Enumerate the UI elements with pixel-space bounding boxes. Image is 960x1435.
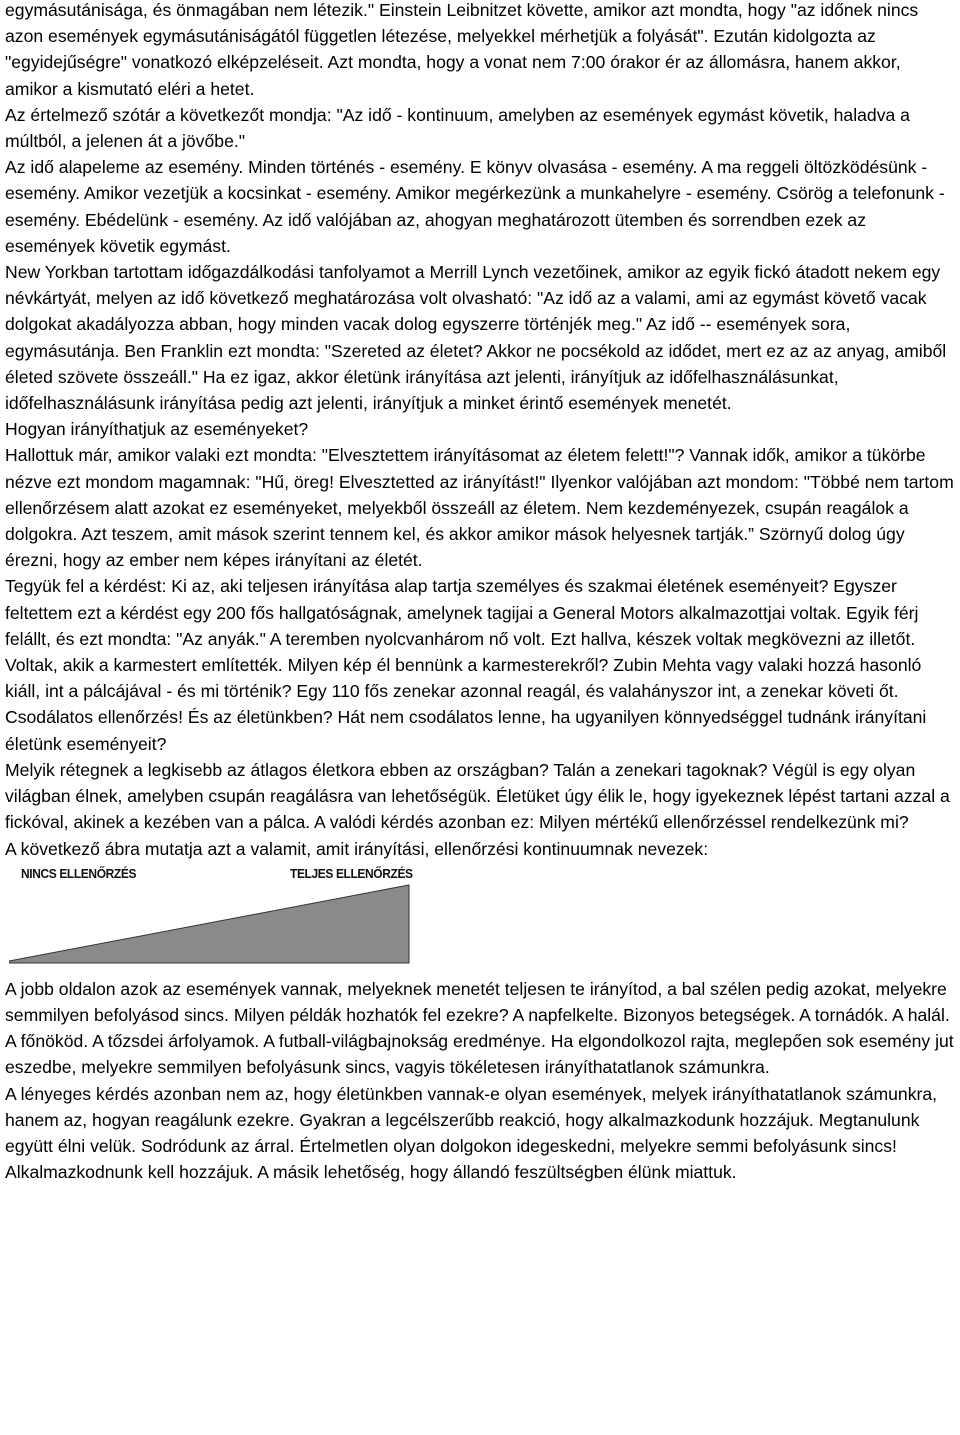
paragraph-dictionary: Az értelmező szótár a következőt mondja: "Az idő - kontinuum, amelyben az események egymást követik, haladva a múltból, a jelenen át a jövőbe." — [5, 104, 910, 152]
paragraph-event: Az idő alapeleme az esemény. Minden történés - esemény. E könyv olvasása - esemény. A ma reggeli öltözködésünk - esemény. Amikor vezetjük a kocsinkat - esemény. Amikor megérkezünk a munkahelyre - esemény. Csörög a telefonunk - esemény. Ebédelünk - esemény. Az idő valójában az, ahogyan meghatározott ütemben és sorrendben ezek az események követik egymást. — [5, 157, 945, 256]
continuum-wedge-graphic — [9, 866, 417, 969]
paragraph-figure-intro: A következő ábra mutatja azt a valamit, amit irányítási, ellenőrzési kontinuumnak nevezek: — [5, 838, 709, 859]
paragraph-examples: A jobb oldalon azok az események vannak, melyeknek menetét teljesen te irányítod, a bal szélen pedig azokat, melyekre semmilyen befolyásod sincs. Milyen példák hozhatók fel ezekre? A napfelkelte. Bizonyos betegségek. A tornádók. A halál. A főnököd. A tőzsdei árfolyamok. A futball-világbajnokság eredménye. Ha elgondolkozol rajta, meglepően sok esemény jut eszedbe, melyekre semmilyen befolyásunk sincs, vagyis tökéletesen irányíthatatlanok számunkra. — [5, 978, 954, 1078]
full-control-label: TELJES ELLENŐRZÉS — [290, 865, 413, 881]
paragraph-orchestra: Melyik rétegnek a legkisebb az átlagos életkora ebben az országban? Talán a zenekari tagoknak? Végül is egy olyan világban élnek, amelyben csupán reagálásra van lehetőségük. Életüket úgy élik le, hogy igyekeznek lépést tartani azzal a fickóval, akinek a kezében van a pálca. A valódi kérdés azonban ez: Milyen mértékű ellenőrzéssel rendelkezünk mi? — [5, 759, 950, 833]
paragraph-new-york: New Yorkban tartottam időgazdálkodási tanfolyamot a Merrill Lynch vezetőinek, amikor az egyik fickó átadott nekem egy névkártyát, melyen az idő következő meghatározása volt olvasható: "Az idő az a valami, ami az egymást követő vacak dolgokat akadályozza abban, hogy minden vacak dolog egyszerre történjék meg." Az idő -- események sora, egymásutánja. Ben Franklin ezt mondta: "Szereted az életet? Akkor ne pocsékold az idődet, mert ez az az anyag, amiből életed szövete összeáll." Ha ez igaz, akkor életünk irányítása azt jelenti, irányítjuk az időfelhasználásunkat, időfelhasználásunk irányítása pedig azt jelenti, irányítjuk a minket érintő események menetét. — [5, 262, 947, 414]
paragraph-general-motors: Tegyük fel a kérdést: Ki az, aki teljesen irányítása alap tartja személyes és szakmai életének eseményeit? Egyszer feltettem ezt a kérdést egy 200 fős hallgatóságnak, amelynek tagijai a General Motors alkalmazottjai voltak. Egyik férj felállt, és ezt mondta: "Az anyák." A teremben nyolcvanhárom nő volt. Ezt hallva, készek voltak megkövezni az illetőt. — [5, 576, 919, 649]
paragraph-question-heading: Hogyan irányíthatjuk az eseményeket? — [5, 419, 309, 440]
continuum-wedge — [9, 885, 409, 963]
paragraph-lost-control: Hallottuk már, amikor valaki ezt mondta: "Elvesztettem irányításomat az életem felett!"? Vannak idők, amikor a tükörbe nézve ezt mondom magamnak: "Hű, öreg! Elvesztetted az irányítást!" Ilyenkor valójában azt mondom: "Többé nem tartom ellenőrzésem alatt azokat ez eseményeket, melyekből összeáll az életem. Nem kezdeményezek, csupán reagálok a dolgokra. Azt teszem, amit mások szerint tennem kel, és akkor amikor mások helyesnek tartják.” Szörnyű dolog úgy érezni, hogy az ember nem képes irányítani az életét. — [5, 445, 954, 571]
paragraph-adapt: A lényeges kérdés azonban nem az, hogy életünkben vannak-e olyan események, melyek irányíthatatlanok számunkra, hanem az, hogyan reagálunk ezekre. Gyakran a legcélszerűbb reakció, hogy alkalmazkodunk hozzájuk. Megtanulunk együtt élni velük. Sodródunk az árral. Értelmetlen olyan dolgokon idegeskedni, melyekre semmi befolyásunk sincs! Alkalmazkodnunk kell hozzájuk. A másik lehetőség, hogy állandó feszültségben élünk miattuk. — [5, 1083, 938, 1183]
document-page — [5, 0, 957, 1185]
control-continuum-figure — [9, 866, 417, 969]
paragraph-einstein: egymásutánisága, és önmagában nem létezik." Einstein Leibnitzet követte, amikor azt mondta, hogy "az időnek nincs azon események egymásutániságától független létezése, melyekkel mérhetjük a folyását". Ezután kidolgozta az "egyidejűségre" vonatkozó elképzeléseit. Azt mondta, hogy a vonat nem 7:00 órakor ér az állomásra, hanem akkor, amikor a kismutató eléri a hetet. — [5, 0, 919, 99]
paragraph-conductor: Voltak, akik a karmestert említették. Milyen kép él bennünk a karmesterekről? Zubin Mehta vagy valaki hozzá hasonló kiáll, int a pálcájával - és mi történik? Egy 110 fős zenekar azonnal reagál, és valahányszor int, a zenekar követi őt. Csodálatos ellenőrzés! És az életünkben? Hát nem csodálatos lenne, ha ugyanilyen könnyedséggel tudnánk irányítani életünk eseményeit? — [5, 655, 927, 754]
no-control-label: NINCS ELLENŐRZÉS — [21, 865, 137, 881]
